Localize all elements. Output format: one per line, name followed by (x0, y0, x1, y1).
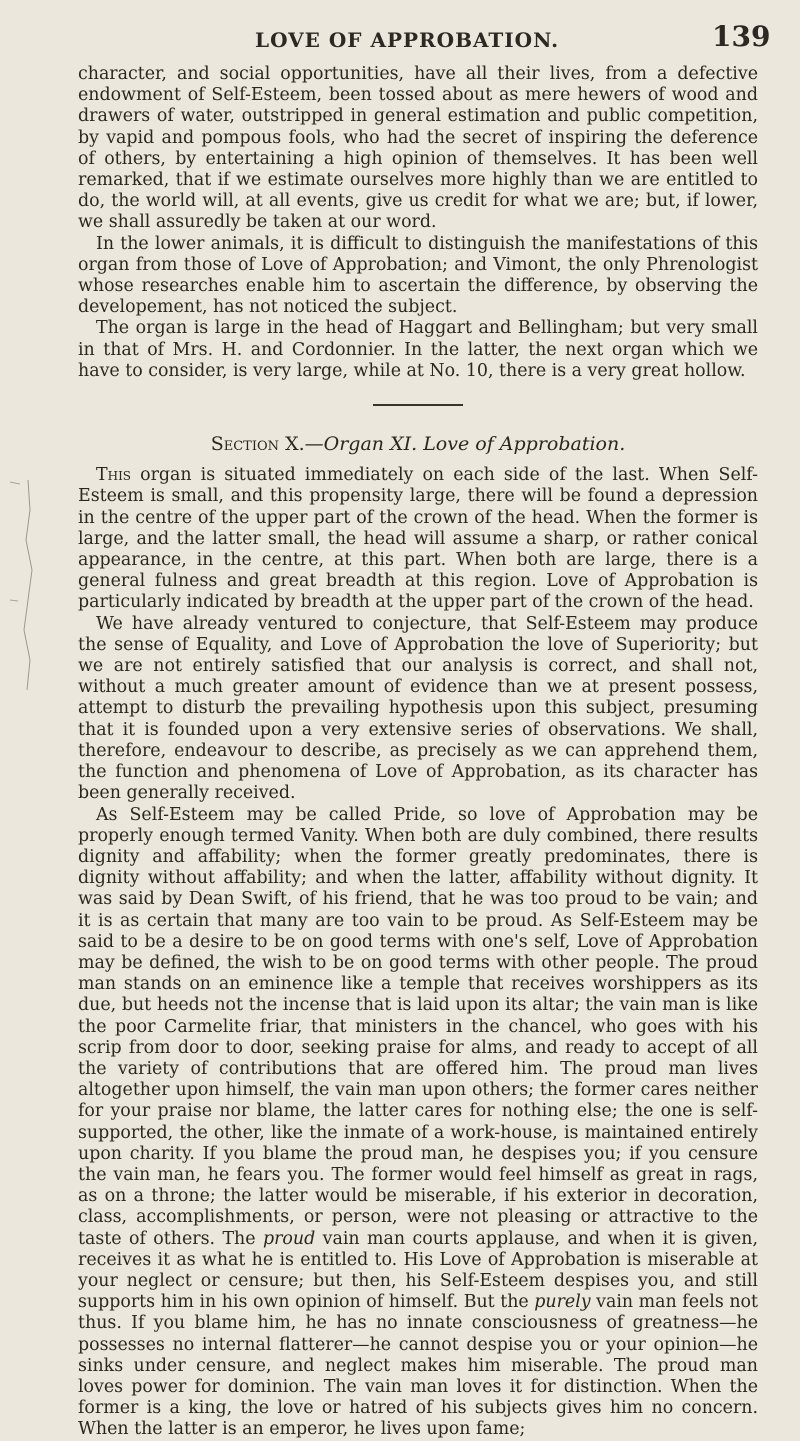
section-title: Love of Approbation. (423, 433, 626, 456)
paragraph: The organ is large in the head of Haggart and Bellingham; but very small in that of Mrs. H. and Cordonnier. In the latter, the next organ which we have to consider, is very large, while at No. 10, there is a very great hollow. (78, 318, 758, 381)
lead-word: This (96, 465, 132, 486)
paragraph-text: organ is situated immediately on each side of the last. When Self-Esteem is small, and this propensity large, there will be found a depression in the centre of the upper part of the crown of the head. When the former is large, and the latter small, the head will assume a sharp, or rather conical appearance, in the centre, at this part. When both are large, there is a general fulness and great breadth at this region. Love of Approbation is particularly indicated by breadth at the upper part of the crown of the head. (78, 465, 758, 613)
paragraph: We have already ventured to conjecture, that Self-Esteem may produce the sense of Equality, and Love of Approbation the love of Superiority; but we are not entirely satisfied that our analysis is correct, and shall not, without a much greater amount of evidence than we at present possess, attempt to disturb the prevailing hypothesis upon this subject, presuming that it is founded upon a very extensive series of observations. We shall, therefore, endeavour to describe, as precisely as we can apprehend them, the function and phenomena of Love of Approbation, as its character has been generally received. (78, 613, 758, 804)
paragraph: In the lower animals, it is difficult to distinguish the manifestations of this organ from those of Love of Approbation; and Vimont, the only Phrenologist whose researches enable him to ascertain the difference, by observing the developement, has not noticed the subject. (78, 233, 758, 318)
section-label: Section X. (210, 433, 305, 456)
section-dash: — (304, 433, 324, 456)
body-text (78, 64, 758, 1441)
page-number: 139 (712, 20, 771, 53)
paragraph (78, 805, 758, 1441)
section-organ: Organ XI. (323, 433, 418, 456)
paragraph-continued: character, and social opportunities, have all their lives, from a defective endowment of Self-Esteem, been tossed about as mere hewers of wood and drawers of water, outstripped in general estimation and public competition, by vapid and pompous fools, who had the secret of inspiring the deference of others, by entertaining a high opinion of themselves. It has been well remarked, that if we estimate ourselves more highly than we are entitled to do, the world will, at all events, give us credit for what we are; but, if lower, we shall assuredly be taken at our word. (78, 64, 758, 233)
paragraph-text: vain man courts applause, and when it is given, receives it as what he is entitled to. His Love of Approbation is miserable at your neglect or censure; but then, his Self-Esteem despises you, and still supports him in his own opinion of himself. But the (78, 1228, 759, 1313)
paragraph-text: vain man feels not thus. If you blame him, he has no innate consciousness of greatness—he possesses no internal flatterer—he cannot despise you or your opinion—he sinks under censure, and neglect makes him miserable. The proud man loves power for dominion. The vain man loves it for distinction. When the former is a king, the love or hatred of his subjects gives him no concern. When the latter is an emperor, he lives upon fame; (78, 1292, 759, 1440)
emphasis: proud (262, 1228, 316, 1249)
emphasis: purely (534, 1292, 591, 1313)
running-head (0, 14, 800, 54)
section-divider (373, 404, 463, 406)
paragraph-text: As Self-Esteem may be called Pride, so love of Approbation may be properly enough termed Vanity. When both are duly combined, there results dignity and affability; when the former greatly predominates, there is dignity without affability; and when the latter, affability without dignity. It was said by Dean Swift, of his friend, that he was too proud to be vain; and it is as certain that many are too vain to be proud. As Self-Esteem may be said to be a desire to be on good terms with one's self, Love of Approbation may be defined, the wish to be on good terms with other people. The proud man stands on an eminence like a temple that receives worshippers as its due, but heeds not the incense that is laid upon its altar; the vain man is like the poor Carmelite friar, that ministers in the chancel, who goes with his scrip from door to door, seeking praise for alms, and ready to accept of all the variety of contributions that are offered him. The proud man lives altogether upon himself, the vain man upon others; the former cares neither for your praise nor blame, the latter cares for nothing else; the one is self-supported, the other, like the inmate of a work-house, is maintained entirely upon charity. If you blame the proud man, he despises you; if you censure the vain man, he fears you. The former would feel himself as great in rags, as on a throne; the latter would be miserable, if his exterior in decoration, class, accomplishments, or person, were not pleasing or attractive to the taste of others. The (78, 804, 758, 1249)
margin-pencil-marks (6, 480, 36, 740)
paragraph (78, 465, 758, 613)
section-heading (78, 434, 758, 455)
running-title: LOVE OF APPROBATION. (255, 28, 560, 52)
